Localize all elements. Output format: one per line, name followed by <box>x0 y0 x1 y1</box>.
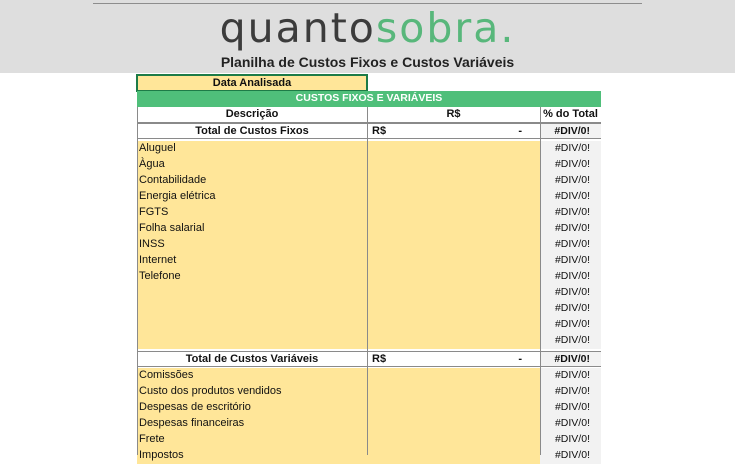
variable-total-percent[interactable]: #DIV/0! <box>540 351 601 367</box>
fixed-cost-row-percent[interactable]: #DIV/0! <box>540 269 601 285</box>
fixed-cost-row-label[interactable]: Energia elétrica <box>137 189 367 205</box>
fixed-cost-row-value[interactable] <box>367 333 540 349</box>
variable-cost-row-label[interactable]: Despesas financeiras <box>137 416 367 432</box>
variable-total-currency: R$ <box>372 353 387 365</box>
variable-cost-row-label[interactable]: Impostos <box>137 448 367 464</box>
variable-cost-row-percent[interactable]: #DIV/0! <box>540 416 601 432</box>
fixed-cost-row-percent[interactable]: #DIV/0! <box>540 189 601 205</box>
fixed-total-percent[interactable]: #DIV/0! <box>540 123 601 139</box>
fixed-cost-row-percent[interactable]: #DIV/0! <box>540 157 601 173</box>
variable-total-value[interactable] <box>367 351 540 367</box>
column-divider <box>367 107 368 455</box>
fixed-cost-row-label[interactable]: Àgua <box>137 157 367 173</box>
fixed-cost-row-label[interactable] <box>137 317 367 333</box>
column-header-value[interactable]: R$ <box>367 107 540 123</box>
variable-cost-row-value[interactable] <box>367 400 540 416</box>
fixed-cost-row-value[interactable] <box>367 141 540 157</box>
fixed-cost-row-percent[interactable]: #DIV/0! <box>540 253 601 269</box>
fixed-cost-row-label[interactable]: Folha salarial <box>137 221 367 237</box>
fixed-cost-row-value[interactable] <box>367 253 540 269</box>
fixed-cost-row-label[interactable] <box>137 333 367 349</box>
variable-cost-row-value[interactable] <box>367 432 540 448</box>
variable-total-amount: - <box>518 353 522 365</box>
variable-cost-row-percent[interactable]: #DIV/0! <box>540 432 601 448</box>
fixed-cost-row-value[interactable] <box>367 205 540 221</box>
fixed-cost-row-label[interactable] <box>137 285 367 301</box>
fixed-cost-row-label[interactable]: INSS <box>137 237 367 253</box>
fixed-cost-row-percent[interactable]: #DIV/0! <box>540 221 601 237</box>
fixed-cost-row-percent[interactable]: #DIV/0! <box>540 237 601 253</box>
variable-cost-row-percent[interactable]: #DIV/0! <box>540 368 601 384</box>
fixed-cost-row-value[interactable] <box>367 237 540 253</box>
table-left-border <box>137 107 138 455</box>
fixed-total-currency: R$ <box>372 125 387 137</box>
variable-cost-row-percent[interactable]: #DIV/0! <box>540 384 601 400</box>
column-header-percent[interactable]: % do Total <box>540 107 601 123</box>
fixed-total-label[interactable]: Total de Custos Fixos <box>137 123 367 139</box>
variable-cost-row-percent[interactable]: #DIV/0! <box>540 400 601 416</box>
fixed-cost-row-percent[interactable]: #DIV/0! <box>540 205 601 221</box>
variable-cost-row-value[interactable] <box>367 368 540 384</box>
column-header-description[interactable]: Descrição <box>137 107 367 123</box>
fixed-total-amount: - <box>518 125 522 137</box>
page-subtitle: Planilha de Custos Fixos e Custos Variáveis <box>220 54 515 70</box>
fixed-cost-row-value[interactable] <box>367 189 540 205</box>
variable-cost-row-value[interactable] <box>367 416 540 432</box>
fixed-cost-row-value[interactable] <box>367 269 540 285</box>
logo-part-green: sobra. <box>375 4 516 52</box>
fixed-cost-row-percent[interactable]: #DIV/0! <box>540 317 601 333</box>
fixed-cost-row-value[interactable] <box>367 301 540 317</box>
fixed-cost-row-value[interactable] <box>367 317 540 333</box>
fixed-cost-row-value[interactable] <box>367 221 540 237</box>
fixed-cost-row-percent[interactable]: #DIV/0! <box>540 333 601 349</box>
logo-part-dark: quanto <box>219 4 376 52</box>
fixed-cost-row-percent[interactable]: #DIV/0! <box>540 141 601 157</box>
section-title: CUSTOS FIXOS E VARIÁVEIS <box>137 91 601 107</box>
variable-total-label[interactable]: Total de Custos Variáveis <box>137 351 367 367</box>
fixed-cost-row-percent[interactable]: #DIV/0! <box>540 301 601 317</box>
fixed-cost-row-label[interactable]: Aluguel <box>137 141 367 157</box>
fixed-cost-row-value[interactable] <box>367 157 540 173</box>
fixed-cost-row-label[interactable]: Contabilidade <box>137 173 367 189</box>
fixed-cost-row-label[interactable]: Internet <box>137 253 367 269</box>
fixed-cost-row-percent[interactable]: #DIV/0! <box>540 285 601 301</box>
fixed-cost-row-label[interactable]: Telefone <box>137 269 367 285</box>
fixed-total-value[interactable] <box>367 123 540 139</box>
variable-cost-row-percent[interactable]: #DIV/0! <box>540 448 601 464</box>
variable-cost-row-value[interactable] <box>367 384 540 400</box>
column-divider <box>540 107 541 455</box>
variable-cost-row-label[interactable]: Frete <box>137 432 367 448</box>
variable-cost-row-label[interactable]: Custo dos produtos vendidos <box>137 384 367 400</box>
fixed-cost-row-label[interactable] <box>137 301 367 317</box>
fixed-cost-row-label[interactable]: FGTS <box>137 205 367 221</box>
variable-cost-row-label[interactable]: Comissões <box>137 368 367 384</box>
fixed-cost-row-value[interactable] <box>367 173 540 189</box>
fixed-cost-row-value[interactable] <box>367 285 540 301</box>
variable-cost-row-label[interactable]: Despesas de escritório <box>137 400 367 416</box>
variable-cost-row-value[interactable] <box>367 448 540 464</box>
date-analyzed-cell[interactable]: Data Analisada <box>136 74 368 92</box>
fixed-cost-row-percent[interactable]: #DIV/0! <box>540 173 601 189</box>
